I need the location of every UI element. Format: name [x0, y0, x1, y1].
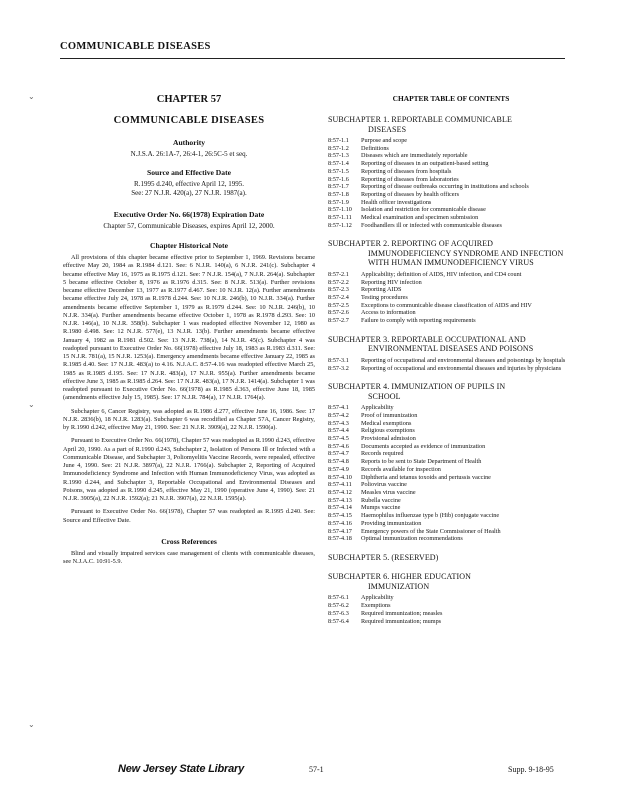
- section-list: [328, 271, 574, 325]
- section-title: Reporting AIDS: [361, 286, 402, 294]
- subchapter-title-continued: DISEASES: [368, 124, 407, 134]
- section-number: 8:57-4.11: [328, 481, 352, 489]
- margin-mark: ⌄: [28, 92, 35, 101]
- toc-entry: [328, 466, 574, 474]
- subchapter-heading: [328, 553, 574, 563]
- section-title: Haemophilus influenzae type b (Hib) conjugate vaccine: [361, 512, 500, 520]
- toc-entry: [328, 286, 574, 294]
- section-number: 8:57-4.14: [328, 504, 352, 512]
- section-number: 8:57-1.5: [328, 167, 349, 175]
- section-title: Failure to comply with reporting requirements: [361, 317, 476, 325]
- subchapter-heading: [328, 382, 574, 401]
- section-number: 8:57-4.12: [328, 489, 352, 496]
- section-title: Documents accepted as evidence of immunization: [361, 442, 486, 450]
- section-number: 8:57-3.2: [328, 364, 349, 372]
- section-number: 8:57-2.4: [328, 294, 349, 302]
- section-number: 8:57-1.8: [328, 190, 349, 198]
- toc-entry: [328, 474, 574, 482]
- section-title: Reporting of diseases from laboratories: [361, 175, 459, 183]
- subchapter-title: REPORTABLE OCCUPATIONAL AND: [391, 334, 526, 344]
- toc-entry: [328, 443, 574, 451]
- toc-entry: [328, 450, 574, 458]
- cross-references-text: Blind and visually impaired services case management of clients with communicable diseases, see N.J.A.C. 10:91-5.9.: [63, 549, 315, 565]
- toc-entry: [328, 481, 574, 489]
- section-number: 8:57-1.10: [328, 206, 352, 214]
- section-title: Applicability: [361, 594, 394, 602]
- section-title: Reporting of occupational and environmental diseases and injuries by physicians: [361, 364, 562, 372]
- section-number: 8:57-4.3: [328, 419, 349, 427]
- section-title: Optimal immunization recommendations: [361, 535, 463, 543]
- section-title: Records available for inspection: [361, 465, 441, 473]
- section-title: Isolation and restriction for communicable disease: [361, 206, 486, 214]
- section-number: 8:57-4.5: [328, 435, 349, 443]
- toc-entry: [328, 420, 574, 428]
- chapter-number: CHAPTER 57: [156, 94, 222, 105]
- section-number: 8:57-4.17: [328, 527, 352, 535]
- toc-entry: [328, 160, 574, 168]
- toc-entry: [328, 512, 574, 520]
- subchapter-title-continued: ENVIRONMENTAL DISEASES AND POISONS: [368, 344, 534, 354]
- section-number: 8:57-1.12: [328, 221, 352, 229]
- library-stamp: New Jersey State Library: [118, 763, 245, 775]
- source-line: See: 27 N.J.R. 420(a), 27 N.J.R. 1987(a).: [131, 189, 247, 197]
- toc-entry: [328, 528, 574, 536]
- running-head: COMMUNICABLE DISEASES: [60, 41, 211, 52]
- section-title: Reporting HIV infection: [361, 278, 422, 286]
- section-number: 8:57-6.1: [328, 594, 349, 602]
- toc-entry: [328, 602, 574, 610]
- toc-entry: [328, 176, 574, 184]
- cross-references-heading: Cross References: [161, 536, 217, 546]
- section-number: 8:57-4.13: [328, 496, 352, 504]
- subchapter-heading: [328, 115, 574, 134]
- section-number: 8:57-1.7: [328, 183, 349, 191]
- historical-note-paragraph: Pursuant to Executive Order No. 66(1978), Chapter 57 was readopted as R.1995 d.240. See: Source and Effective Date.: [63, 508, 315, 524]
- section-title: Foodhandlers ill or infected with communicable diseases: [361, 221, 502, 229]
- section-title: Required immunization; mumps: [361, 617, 442, 625]
- subchapter-title-continued: IMMUNODEFICIENCY SYNDROME AND INFECTION WITH HUMAN IMMUNODEFICIENCY VIRUS: [368, 248, 564, 268]
- source-line: R.1995 d.240, effective April 12, 1995.: [134, 180, 244, 188]
- subchapter-title: REPORTING OF ACQUIRED: [391, 239, 494, 249]
- toc-heading: CHAPTER TABLE OF CONTENTS: [392, 94, 510, 103]
- toc-entry: [328, 183, 574, 191]
- authority-text: N.J.S.A. 26:1A-7, 26:4-1, 26:5C-5 et seq.: [130, 150, 248, 158]
- right-column: [328, 92, 574, 625]
- page-number: 57-1: [309, 765, 324, 774]
- section-title: Medical exemptions: [361, 419, 412, 427]
- section-number: 8:57-1.9: [328, 198, 349, 206]
- subchapter-label: SUBCHAPTER 3.: [328, 334, 390, 344]
- section-title: Exemptions: [361, 602, 391, 610]
- toc-entry: [328, 618, 574, 626]
- toc-entry: [328, 520, 574, 528]
- section-number: 8:57-4.18: [328, 535, 352, 543]
- historical-note-paragraph: Pursuant to Executive Order No. 66(1978), Chapter 57 was readopted as R.1990 d.243, effective April 20, 1990. As a part of R.1990 d.243, Subchapter 2, Isolation of Persons Ill or Infected with a Communicable Disease, and Subchapter 3, Poliomyelitis Vaccine Records, were repealed, effective June 4, 1990. See: 21 N.J.R. 3897(a), 22 N.J.R. 1766(a). Subchapter 2, Reporting of Acquired Immunodeficiency Syndrome and Infection with Human Immunodeficiency Virus, was adopted as R.1990 d.244, and Subchapter 3, Reportable Occupational and Environmental Diseases and Poisons, was adopted as R.1990 d.245, effective May 21, 1990 (operative June 4, 1990). See: 21 N.J.R. 3905(a), 22 N.J.R. 1592(a); 21 N.J.R. 3907(a), 22 N.J.R. 1595(a).: [63, 437, 315, 502]
- subchapter-title: IMMUNIZATION OF PUPILS IN: [391, 382, 506, 392]
- toc-entry: [328, 279, 574, 287]
- section-title: Reporting of diseases in an outpatient-based setting: [361, 160, 489, 168]
- section-title: Providing immunization: [361, 519, 422, 527]
- historical-note-paragraph: Subchapter 6, Cancer Registry, was adopted as R.1986 d.277, effective June 16, 1986. See: 17 N.J.R. 2836(b), 18 N.J.R. 1283(a). Subchapter 6 was recodified as Chapter 57A, Cancer Registry, by R.1990 d.242, effective May 21, 1990. See: 21 N.J.R. 3909(a), 22 N.J.R. 1590(a).: [63, 407, 315, 431]
- subchapter-title: (RESERVED): [391, 552, 439, 562]
- section-title: Definitions: [361, 144, 389, 152]
- section-title: Exceptions to communicable disease classification of AIDS and HIV: [361, 301, 532, 309]
- subchapter-heading: [328, 572, 574, 591]
- toc-entry: [328, 152, 574, 160]
- subchapter-label: SUBCHAPTER 5.: [328, 552, 390, 562]
- toc-entry: [328, 489, 574, 497]
- section-number: 8:57-6.3: [328, 609, 349, 617]
- section-title: Reporting of disease outbreaks occurring in institutions and schools: [361, 183, 529, 191]
- historical-note-heading: Chapter Historical Note: [150, 241, 228, 250]
- section-number: 8:57-1.1: [328, 137, 349, 144]
- section-title: Provisional admission: [361, 435, 416, 443]
- toc-entry: [328, 594, 574, 602]
- subchapter-title-continued: SCHOOL: [368, 391, 401, 401]
- subchapter-title-continued: IMMUNIZATION: [368, 581, 430, 591]
- toc-entry: [328, 206, 574, 214]
- section-title: Reporting of occupational and environmental diseases and poisonings by hospitals: [361, 356, 566, 364]
- section-title: Testing procedures: [361, 294, 408, 302]
- section-number: 8:57-4.9: [328, 465, 349, 473]
- section-title: Reporting of diseases from hospitals: [361, 167, 452, 175]
- toc-entry: [328, 214, 574, 222]
- table-of-contents: [328, 115, 574, 625]
- section-list: [328, 357, 574, 372]
- section-title: Measles virus vaccine: [361, 489, 416, 496]
- section-number: 8:57-4.16: [328, 519, 352, 527]
- source-heading: Source and Effective Date: [146, 168, 231, 177]
- section-title: Poliovirus vaccine: [361, 481, 407, 489]
- section-number: 8:57-4.2: [328, 411, 349, 419]
- section-number: 8:57-4.6: [328, 442, 349, 450]
- margin-mark: ⌄: [28, 400, 35, 409]
- subchapter-label: SUBCHAPTER 2.: [328, 239, 390, 249]
- section-title: Applicability; definition of AIDS, HIV infection, and CD4 count: [361, 270, 522, 278]
- section-title: Emergency powers of the State Commissioner of Health: [361, 527, 501, 535]
- toc-entry: [328, 137, 574, 145]
- section-list: [328, 137, 574, 229]
- section-number: 8:57-1.11: [328, 214, 352, 222]
- toc-entry: [328, 317, 574, 325]
- section-number: 8:57-2.6: [328, 309, 349, 317]
- toc-entry: [328, 504, 574, 512]
- section-number: 8:57-2.2: [328, 278, 349, 286]
- section-title: Mumps vaccine: [361, 504, 401, 512]
- toc-entry: [328, 497, 574, 505]
- section-number: 8:57-2.7: [328, 317, 349, 325]
- section-number: 8:57-4.4: [328, 427, 349, 435]
- section-title: Applicability: [361, 404, 394, 412]
- toc-entry: [328, 535, 574, 543]
- section-number: 8:57-6.4: [328, 617, 349, 625]
- subchapter-title: HIGHER EDUCATION: [391, 572, 472, 582]
- toc-entry: [328, 222, 574, 230]
- section-title: Access to information: [361, 309, 416, 317]
- section-number: 8:57-2.3: [328, 286, 349, 294]
- section-title: Medical examination and specimen submission: [361, 214, 479, 222]
- subchapter-title: REPORTABLE COMMUNICABLE: [391, 115, 512, 124]
- toc-entry: [328, 427, 574, 435]
- toc-entry: [328, 145, 574, 153]
- toc-entry: [328, 412, 574, 420]
- toc-entry: [328, 294, 574, 302]
- section-number: 8:57-3.1: [328, 356, 349, 364]
- chapter-title: COMMUNICABLE DISEASES: [113, 115, 265, 126]
- section-title: Purpose and scope: [361, 137, 408, 144]
- toc-entry: [328, 271, 574, 279]
- margin-mark: ⌄: [28, 720, 35, 729]
- toc-entry: [328, 309, 574, 317]
- section-title: Rubella vaccine: [361, 496, 401, 504]
- header-rule: [60, 58, 565, 59]
- section-number: 8:57-4.1: [328, 404, 349, 412]
- section-number: 8:57-1.3: [328, 152, 349, 160]
- toc-entry: [328, 458, 574, 466]
- section-number: 8:57-2.1: [328, 270, 349, 278]
- section-title: Records required: [361, 450, 404, 458]
- historical-note-paragraph: All provisions of this chapter became effective prior to September 1, 1969. Revisions became effective May 20, 1984 as R.1984 d.121. See: 6 N.J.R. 140(a), 6 N.J.R. 241(c). Subchapter 4 became effective May 16, 1975 as R.1975 d.121. See: 7 N.J.R. 154(a), 7 N.J.R. 264(a). Subchapter 5 became effective October 8, 1976 as R.1976 d.315. See: 8 N.J.R. 513(a). Further revisions became effective December 13, 1977 as R.1977 d.467. See: 10 N.J.R. 12(a). Further amendments became effective July 24, 1978 as R.1978 d.244. See: 10 N.J.R. 246(b), 10 N.J.R. 334(a). Further amendments became effective September 1, 1979 as R.1979 d.244. See: 10 N.J.R. 246(b), 10 N.J.R. 334(a). Further amendments became effective October 1, 1978 as R.1978 d.293. See: 10 N.J.R. 146(a), 10 N.J.R. 358(b). Subchapter 1 was readopted effective November 12, 1980 as R.1980 d.498. See: 12 N.J.R. 577(e), 13 N.J.R. 13(b). Further amendments became effective January 4, 1982 as R.1981 d.502. See: 13 N.J.R. 738(a), 14 N.J.R. 45(c). Subchapter 4 was readopted pursuant to Executive Order No. 66(1978) effective July 18, 1983 as R.1983 d.311. See: 15 N.J.R. 781(a), 15 N.J.R. 1253(a). Emergency amendments became effective January 22, 1985 as R.1985 d.40. See: 17 N.J.R. 483(a) to 4.16. N.J.A.C. 8:57-4.16 was readopted effective March 25, 1985 as R.1985 d.195. See: 17 N.J.R. 483(a), 17 N.J.R. 955(a). Further amendments became effective June 3, 1985 as R.1985 d.264. See: 17 N.J.R. 483(a), 17 N.J.R. 1414(a). Subchapter 1 was readopted pursuant to Executive Order No. 66(1978) as R.1985 d.363, effective June 18, 1985 (amendments effective July 15, 1985). See: 17 N.J.R. 784(a), 17 N.J.R. 1764(a).: [63, 254, 315, 402]
- section-number: 8:57-4.8: [328, 458, 349, 466]
- section-title: Diseases which are immediately reportable: [361, 152, 468, 160]
- toc-entry: [328, 302, 574, 310]
- toc-entry: [328, 610, 574, 618]
- section-title: Reporting of diseases by health officers: [361, 190, 459, 198]
- subchapter-heading: [328, 239, 574, 268]
- section-title: Diphtheria and tetanus toxoids and pertussis vaccine: [361, 473, 491, 481]
- expiration-heading: Executive Order No. 66(1978) Expiration Date: [113, 210, 265, 219]
- section-number: 8:57-6.2: [328, 602, 349, 610]
- section-number: 8:57-1.6: [328, 175, 349, 183]
- left-column: [63, 92, 315, 566]
- section-title: Required immunization; measles: [361, 609, 443, 617]
- section-number: 8:57-4.15: [328, 512, 352, 520]
- subchapter-heading: [328, 335, 574, 354]
- section-number: 8:57-2.5: [328, 301, 349, 309]
- section-title: Religious exemptions: [361, 427, 415, 435]
- section-number: 8:57-4.10: [328, 473, 352, 481]
- toc-entry: [328, 404, 574, 412]
- section-list: [328, 404, 574, 543]
- authority-heading: Authority: [172, 138, 206, 147]
- subchapter-label: SUBCHAPTER 6.: [328, 572, 390, 582]
- subchapter-label: SUBCHAPTER 1.: [328, 115, 390, 124]
- toc-entry: [328, 191, 574, 199]
- toc-entry: [328, 435, 574, 443]
- supplement-date: Supp. 9-18-95: [508, 765, 554, 774]
- section-title: Proof of immunization: [361, 411, 418, 419]
- section-number: 8:57-1.4: [328, 160, 349, 168]
- subchapter-label: SUBCHAPTER 4.: [328, 382, 390, 392]
- expiration-text: Chapter 57, Communicable Diseases, expires April 12, 2000.: [103, 222, 275, 230]
- toc-entry: [328, 168, 574, 176]
- toc-entry: [328, 357, 574, 365]
- section-list: [328, 594, 574, 625]
- toc-entry: [328, 199, 574, 207]
- section-number: 8:57-4.7: [328, 450, 349, 458]
- toc-entry: [328, 365, 574, 373]
- section-title: Health officer investigations: [361, 198, 432, 206]
- section-title: Reports to be sent to State Department of Health: [361, 458, 482, 466]
- section-number: 8:57-1.2: [328, 144, 349, 152]
